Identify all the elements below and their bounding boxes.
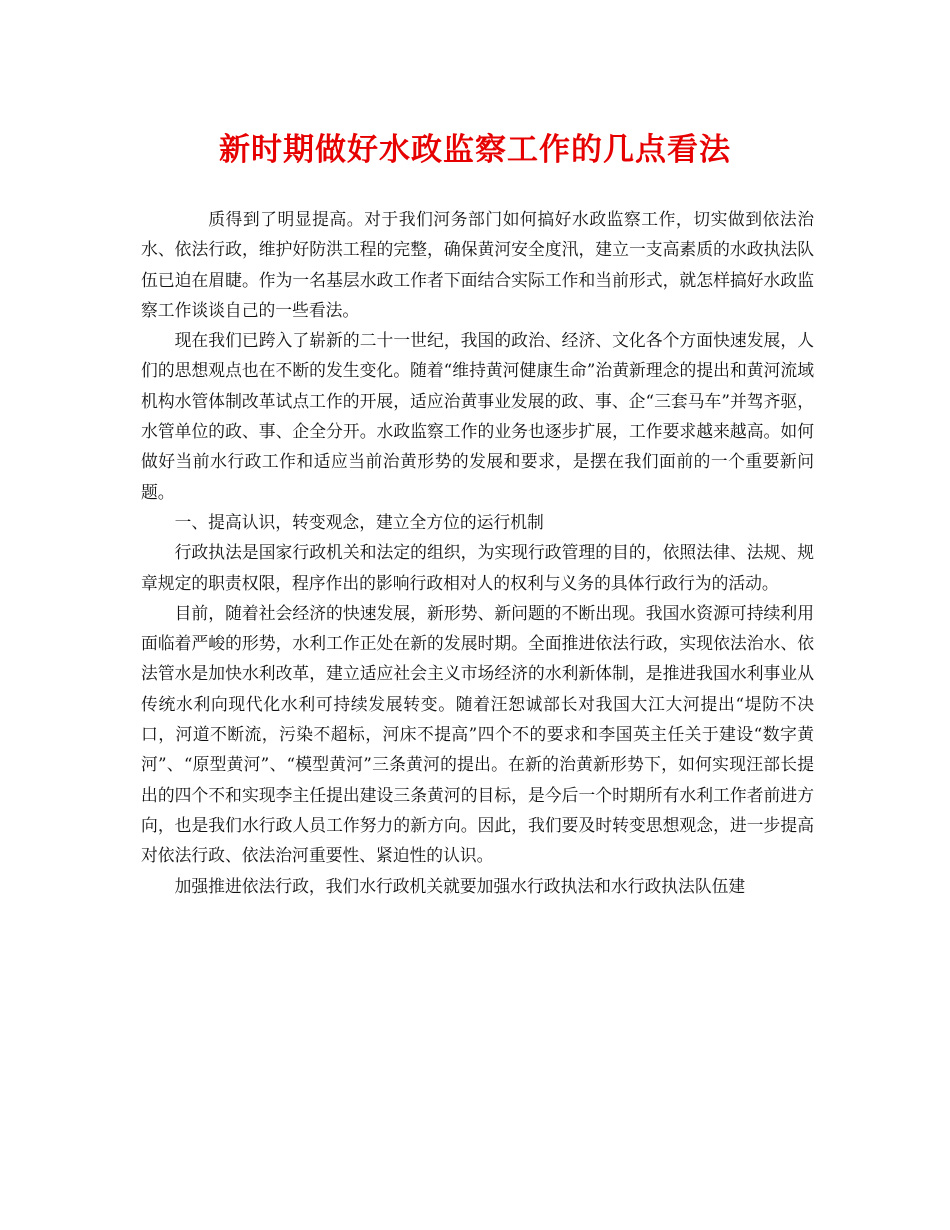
paragraph-5: 加强推进依法行政，我们水行政机关就要加强水行政执法和水行政执法队伍建 [174, 875, 746, 896]
section-heading-1: 一、提高认识，转变观念，建立全方位的运行机制 [174, 511, 544, 532]
paragraph-3: 行政执法是国家行政机关和法定的组织，为实现行政管理的目的，依照法律、法规、规章规定的职责权限，程序作出的影响行政相对人的权利与义务的具体行政行为的活动。 [141, 542, 814, 593]
document-title: 新时期做好水政监察工作的几点看法 [219, 132, 731, 168]
paragraph-4: 目前，随着社会经济的快速发展，新形势、新问题的不断出现。我国水资源可持续利用面临着严峻的形势，水利工作正处在新的发展时期。全面推进依法行政，实现依法治水、依法管水是加快水利改革，建立适应社会主义市场经济的水利新体制，是推进我国水利事业从传统水利向现代化水利可持续发展转变。随着汪恕诚部长对我国大江大河提出“堤防不决口，河道不断流，污染不超标，河床不提高”四个不的要求和李国英主任关于建设“数字黄河”、“原型黄河”、“模型黄河”三条黄河的提出。在新的治黄新形势下，如何实现汪部长提出的四个不和实现李主任提出建设三条黄河的目标，是今后一个时期所有水利工作者前进方向，也是我们水行政人员工作努力的新方向。因此，我们要及时转变思想观念，进一步提高对依法行政、依法治河重要性、紧迫性的认识。 [141, 602, 814, 866]
document-body [141, 204, 814, 901]
paragraph-2: 现在我们已跨入了崭新的二十一世纪，我国的政治、经济、文化各个方面快速发展，人们的思想观点也在不断的发生变化。随着“维持黄河健康生命”治黄新理念的提出和黄河流域机构水管体制改革试点工作的开展，适应治黄事业发展的政、事、企“三套马车”并驾齐驱，水管单位的政、事、企全分开。水政监察工作的业务也逐步扩展，工作要求越来越高。如何做好当前水行政工作和适应当前治黄形势的发展和要求，是摆在我们面前的一个重要新问题。 [141, 330, 814, 502]
paragraph-1: 质得到了明显提高。对于我们河务部门如何搞好水政监察工作，切实做到依法治水、依法行政，维护好防洪工程的完整，确保黄河安全度汛，建立一支高素质的水政执法队伍已迫在眉睫。作为一名基层水政工作者下面结合实际工作和当前形式，就怎样搞好水政监察工作谈谈自己的一些看法。 [141, 209, 814, 320]
